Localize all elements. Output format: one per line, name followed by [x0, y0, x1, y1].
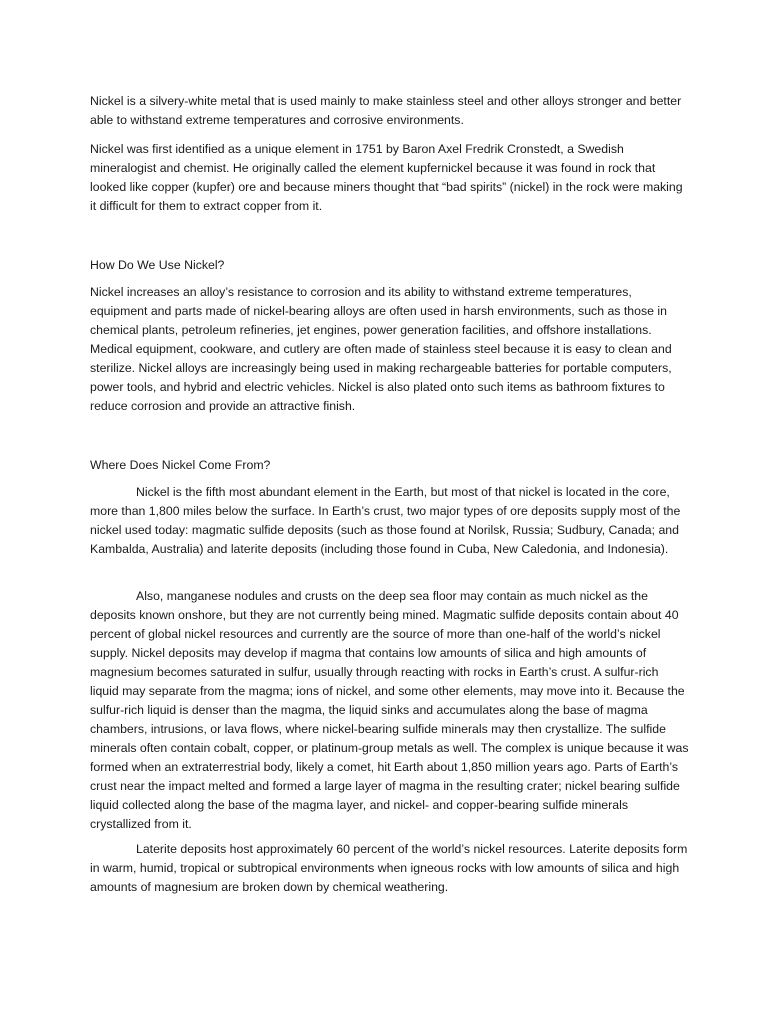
intro-paragraph-1: Nickel is a silvery-white metal that is used mainly to make stainless steel and other alloys stronger and better able to withstand extreme temperatures and corrosive environments.	[90, 94, 682, 127]
source-paragraph-3: Laterite deposits host approximately 60 percent of the world’s nickel resources. Laterite deposits form in warm, humid, tropical or subtropical environments when igneous rocks with low amounts of silica and high amounts of magnesium are broken down by chemical weathering.	[90, 842, 688, 894]
intro-paragraph-2: Nickel was first identified as a unique element in 1751 by Baron Axel Fredrik Cronstedt, a Swedish mineralogist and chemist. He originally called the element kupfernickel because it was found in rock that looked like copper (kupfer) ore and because miners thought that “bad spirits” (nickel) in the rock were making it difficult for them to extract copper from it.	[90, 142, 683, 213]
source-paragraph-2: Also, manganese nodules and crusts on the deep sea floor may contain as much nickel as the deposits known onshore, but they are not currently being mined. Magmatic sulfide deposits contain about 40 percent of global nickel resources and currently are the source of more than one-half of the world’s nickel supply. Nickel deposits may develop if magma that contains low amounts of silica and high amounts of magnesium becomes saturated in sulfur, usually through reacting with rocks in Earth’s crust. A sulfur-rich liquid may separate from the magma; ions of nickel, and some other elements, may move into it. Because the sulfur-rich liquid is denser than the magma, the liquid sinks and accumulates along the base of magma chambers, intrusions, or lava flows, where nickel-bearing sulfide minerals may then crystallize. The sulfide minerals often contain cobalt, copper, or platinum-group metals as well. The complex is unique because it was formed when an extraterrestrial body, likely a comet, hit Earth about 1,850 million years ago. Parts of Earth’s crust near the impact melted and formed a large layer of magma in the resulting crater; nickel bearing sulfide liquid collected along the base of the magma layer, and nickel- and copper-bearing sulfide minerals crystallized from it.	[90, 589, 689, 831]
heading-where-nickel-comes-from: Where Does Nickel Come From?	[90, 458, 271, 472]
heading-how-we-use-nickel: How Do We Use Nickel?	[90, 258, 225, 272]
use-paragraph: Nickel increases an alloy’s resistance to corrosion and its ability to withstand extreme temperatures, equipment and parts made of nickel-bearing alloys are often used in harsh environments, such as those in chemical plants, petroleum refineries, jet engines, power generation facilities, and offshore installations. Medical equipment, cookware, and cutlery are often made of stainless steel because it is easy to clean and sterilize. Nickel alloys are increasingly being used in making rechargeable batteries for portable computers, power tools, and hybrid and electric vehicles. Nickel is also plated onto such items as bathroom fixtures to reduce corrosion and provide an attractive finish.	[90, 285, 672, 413]
source-paragraph-1: Nickel is the fifth most abundant element in the Earth, but most of that nickel is located in the core, more than 1,800 miles below the surface. In Earth’s crust, two major types of ore deposits supply most of the nickel used today: magmatic sulfide deposits (such as those found at Norilsk, Russia; Sudbury, Canada; and Kambalda, Australia) and laterite deposits (including those found in Cuba, New Caledonia, and Indonesia).	[90, 485, 681, 556]
